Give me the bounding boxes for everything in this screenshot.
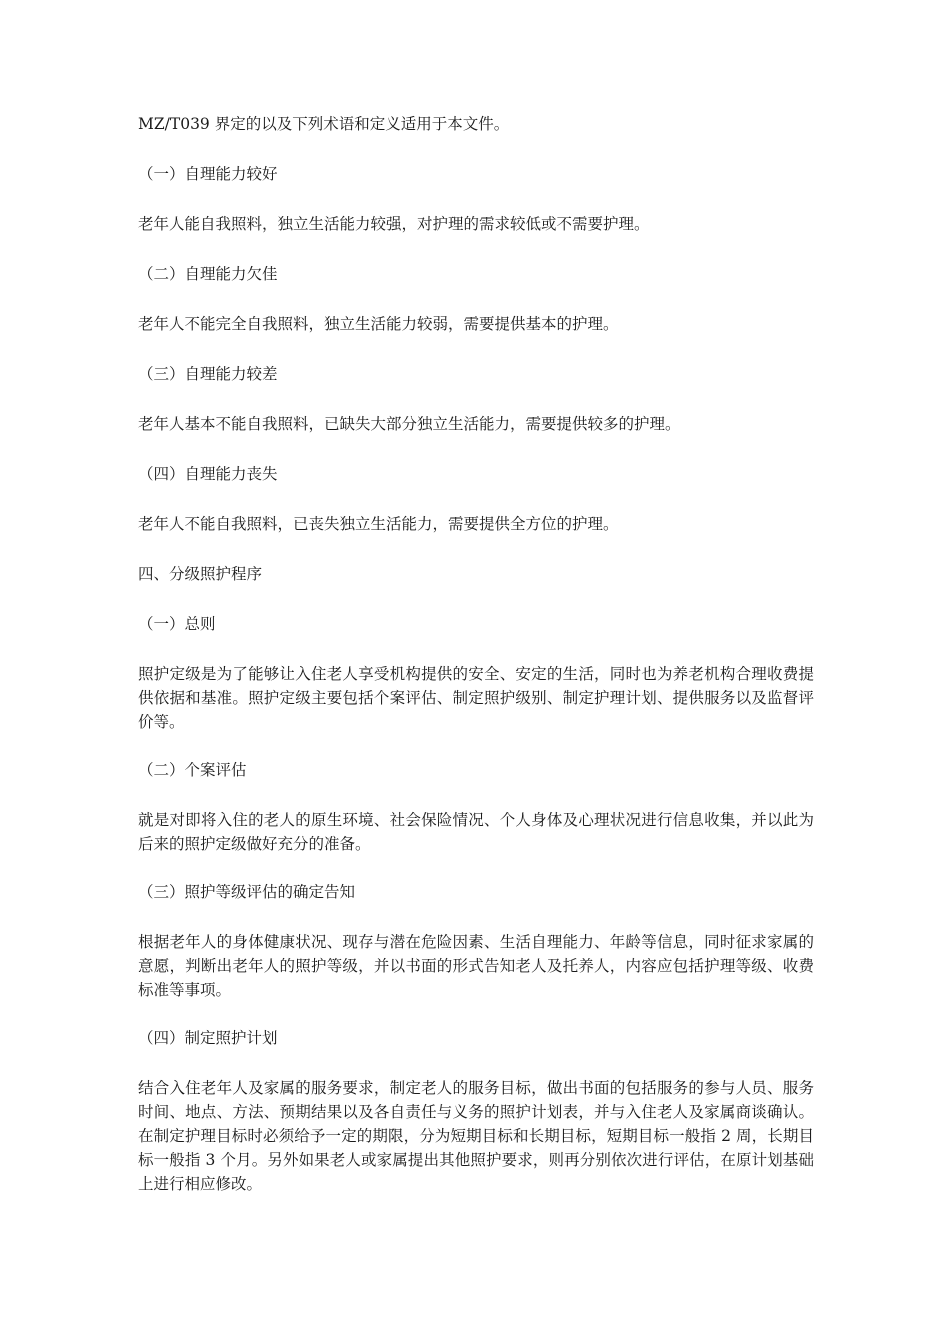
term-definition-2: 老年人不能完全自我照料，独立生活能力较弱，需要提供基本的护理。	[138, 315, 619, 333]
term-definition-1: 老年人能自我照料，独立生活能力较强，对护理的需求较低或不需要护理。	[138, 215, 650, 233]
subsection-heading-general: （一）总则	[138, 615, 216, 633]
term-definition-3: 老年人基本不能自我照料，已缺失大部分独立生活能力，需要提供较多的护理。	[138, 415, 681, 433]
subsection-body-case-assessment: 就是对即将入住的老人的原生环境、社会保险情况、个人身体及心理状况进行信息收集，并以此为后来的照护定级做好充分的准备。	[138, 811, 814, 853]
term-heading-4: （四）自理能力丧失	[138, 465, 278, 483]
intro-paragraph: MZ/T039 界定的以及下列术语和定义适用于本文件。	[138, 115, 510, 133]
document-body	[138, 112, 814, 1196]
term-heading-3: （三）自理能力较差	[138, 365, 278, 383]
term-definition-4: 老年人不能自我照料，已丧失独立生活能力，需要提供全方位的护理。	[138, 515, 619, 533]
term-heading-2: （二）自理能力欠佳	[138, 265, 278, 283]
section-heading-4: 四、分级照护程序	[138, 565, 263, 583]
subsection-heading-care-plan: （四）制定照护计划	[138, 1029, 278, 1047]
subsection-heading-case-assessment: （二）个案评估	[138, 761, 247, 779]
term-heading-1: （一）自理能力较好	[138, 165, 278, 183]
subsection-body-grade-notice: 根据老年人的身体健康状况、现存与潜在危险因素、生活自理能力、年龄等信息，同时征求家属的意愿，判断出老年人的照护等级，并以书面的形式告知老人及托养人，内容应包括护理等级、收费标准等事项。	[138, 933, 814, 999]
subsection-body-general: 照护定级是为了能够让入住老人享受机构提供的安全、安定的生活，同时也为养老机构合理收费提供依据和基准。照护定级主要包括个案评估、制定照护级别、制定护理计划、提供服务以及监督评价等。	[138, 665, 814, 731]
subsection-heading-grade-notice: （三）照护等级评估的确定告知	[138, 883, 356, 901]
subsection-body-care-plan: 结合入住老年人及家属的服务要求，制定老人的服务目标，做出书面的包括服务的参与人员、服务时间、地点、方法、预期结果以及各自责任与义务的照护计划表，并与入住老人及家属商谈确认。在制定护理目标时必须给予一定的期限，分为短期目标和长期目标，短期目标一般指 2 周，长期目标一般指 3 个月。另外如果老人或家属提出其他照护要求，则再分别依次进行评估，在原计划基础上进行相应修改。	[138, 1079, 814, 1193]
